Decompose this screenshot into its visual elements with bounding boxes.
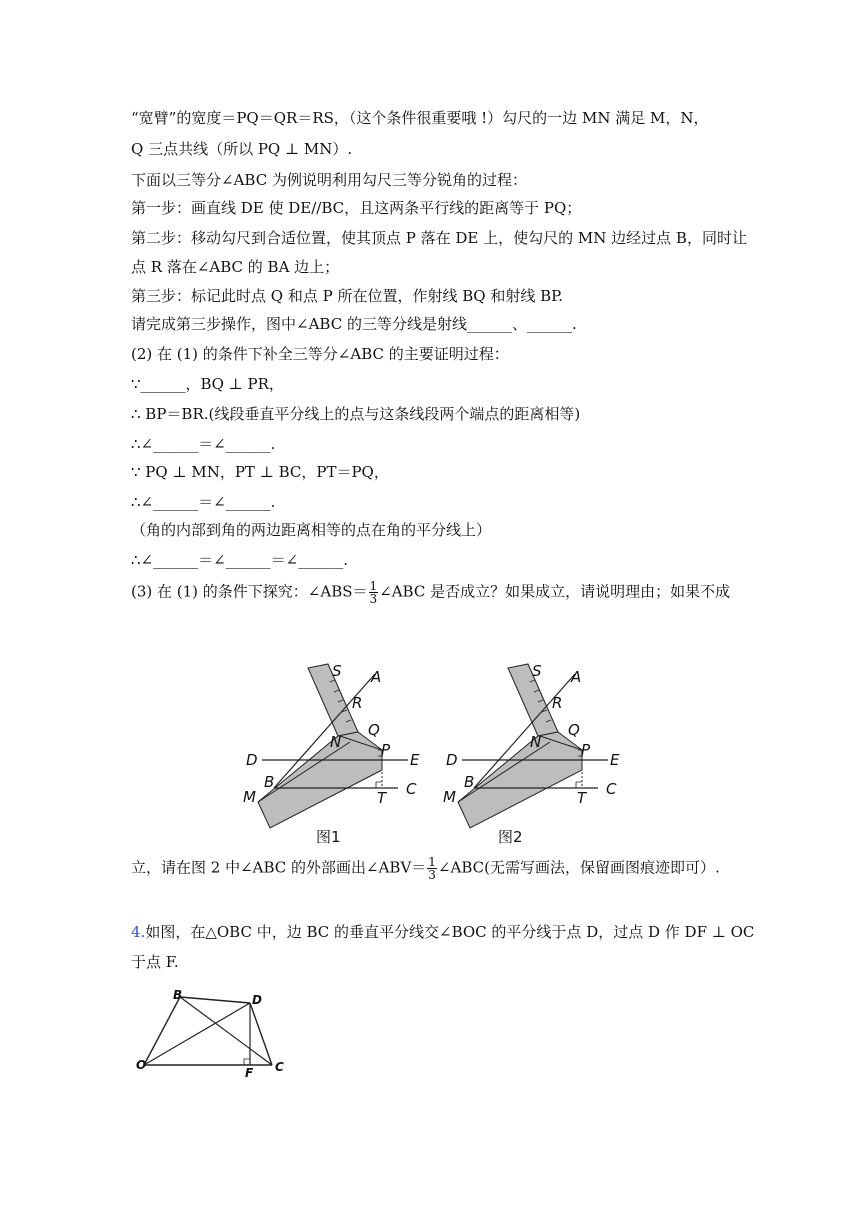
fig1-label-s: S — [332, 662, 342, 680]
figures-1-2 — [230, 660, 630, 850]
fig1-label-p: P — [381, 741, 391, 759]
text-line-1: “宽臂”的宽度＝PQ＝QR＝RS，（这个条件很重要哦 !）勾尺的一边 MN 满足 M，N， — [131, 109, 709, 127]
fig1-label-c: C — [406, 780, 417, 798]
fig2-label-n: N — [530, 733, 542, 751]
text-line-12: ∴∠______＝∠______. — [131, 435, 276, 453]
fig2-label-t: T — [577, 789, 587, 807]
fig2-label-q: Q — [568, 721, 580, 739]
figure-4 — [130, 985, 290, 1080]
fig4-label-o: O — [136, 1058, 147, 1072]
problem-4-line-1 — [131, 922, 754, 942]
text-line-16: ∴∠______＝∠______＝∠______. — [131, 551, 349, 569]
q3-frac-num: 1 — [369, 579, 378, 593]
fig1-label-b: B — [264, 773, 275, 791]
text-line-10: ∵______，BQ ⊥ PR， — [131, 375, 284, 393]
fig1-label-e: E — [410, 751, 420, 769]
q3-fraction — [369, 580, 379, 605]
question-3-line — [131, 580, 730, 605]
fig1-label-n: N — [330, 733, 342, 751]
text-line-13: ∵ PQ ⊥ MN，PT ⊥ BC，PT＝PQ， — [131, 463, 389, 481]
fig2-label-s: S — [532, 662, 542, 680]
problem-4-number: 4. — [131, 923, 146, 941]
fig2-label-b: B — [464, 773, 475, 791]
fig2-label-e: E — [610, 751, 620, 769]
fig1-label-d: D — [246, 751, 258, 769]
q3b-suffix: ∠ABC(无需写画法，保留画图痕迹即可）. — [437, 858, 720, 877]
problem-4-line-2: 于点 F. — [131, 953, 179, 971]
fig4-label-f: F — [245, 1066, 254, 1080]
fig2-label-p: P — [581, 741, 591, 759]
fig1-label-q: Q — [368, 721, 380, 739]
fig1-label-t: T — [377, 789, 387, 807]
fig2-caption: 图2 — [498, 828, 523, 846]
fig2-label-r: R — [552, 694, 563, 712]
question-3b-line — [131, 856, 720, 881]
q3b-fraction — [427, 856, 437, 881]
fig1-label-a: A — [371, 668, 382, 686]
q3b-frac-den: 3 — [428, 868, 436, 882]
text-line-6: 点 R 落在∠ABC 的 BA 边上； — [131, 258, 340, 276]
q3-suffix: ∠ABC 是否成立？如果成立，请说明理由；如果不成 — [379, 582, 731, 601]
problem-4-text-1: 如图，在△OBC 中，边 BC 的垂直平分线交∠BOC 的平分线于点 D，过点 D 作 DF ⊥ OC — [145, 923, 755, 941]
text-line-7: 第三步：标记此时点 Q 和点 P 所在位置，作射线 BQ 和射线 BP. — [131, 287, 563, 305]
fig1-caption: 图1 — [316, 828, 341, 846]
fig1-label-r: R — [352, 694, 363, 712]
q3-prefix: (3) 在 (1) 的条件下探究：∠ABS＝ — [131, 582, 368, 601]
fig4-label-d: D — [252, 993, 262, 1007]
text-line-4: 第一步：画直线 DE 使 DE//BC，且这两条平行线的距离等于 PQ； — [131, 199, 582, 217]
q3b-frac-num: 1 — [428, 855, 436, 869]
fig4-label-b: B — [173, 988, 183, 1002]
fig1-label-m: M — [243, 788, 256, 806]
text-line-9: (2) 在 (1) 的条件下补全三等分∠ABC 的主要证明过程： — [131, 345, 509, 363]
text-line-5: 第二步：移动勾尺到合适位置，使其顶点 P 落在 DE 上，使勾尺的 MN 边经过点 B，同时让 — [131, 229, 747, 247]
fig2-label-a: A — [571, 668, 582, 686]
fig2-label-m: M — [443, 788, 456, 806]
q3-frac-den: 3 — [369, 592, 378, 606]
fig2-label-d: D — [446, 751, 458, 769]
text-line-2: Q 三点共线（所以 PQ ⊥ MN）. — [131, 140, 353, 158]
text-line-3: 下面以三等分∠ABC 为例说明利用勾尺三等分锐角的过程： — [131, 171, 527, 189]
text-line-11: ∴ BP＝BR.(线段垂直平分线上的点与这条线段两个端点的距离相等) — [131, 405, 581, 423]
fig4-label-c: C — [275, 1060, 284, 1074]
text-line-15: （角的内部到角的两边距离相等的点在角的平分线上） — [131, 521, 492, 539]
q3b-prefix: 立，请在图 2 中∠ABC 的外部画出∠ABV＝ — [131, 858, 427, 877]
text-line-14: ∴∠______＝∠______. — [131, 493, 276, 511]
text-line-8: 请完成第三步操作，图中∠ABC 的三等分线是射线______、______. — [131, 315, 577, 333]
fig2-label-c: C — [606, 780, 617, 798]
